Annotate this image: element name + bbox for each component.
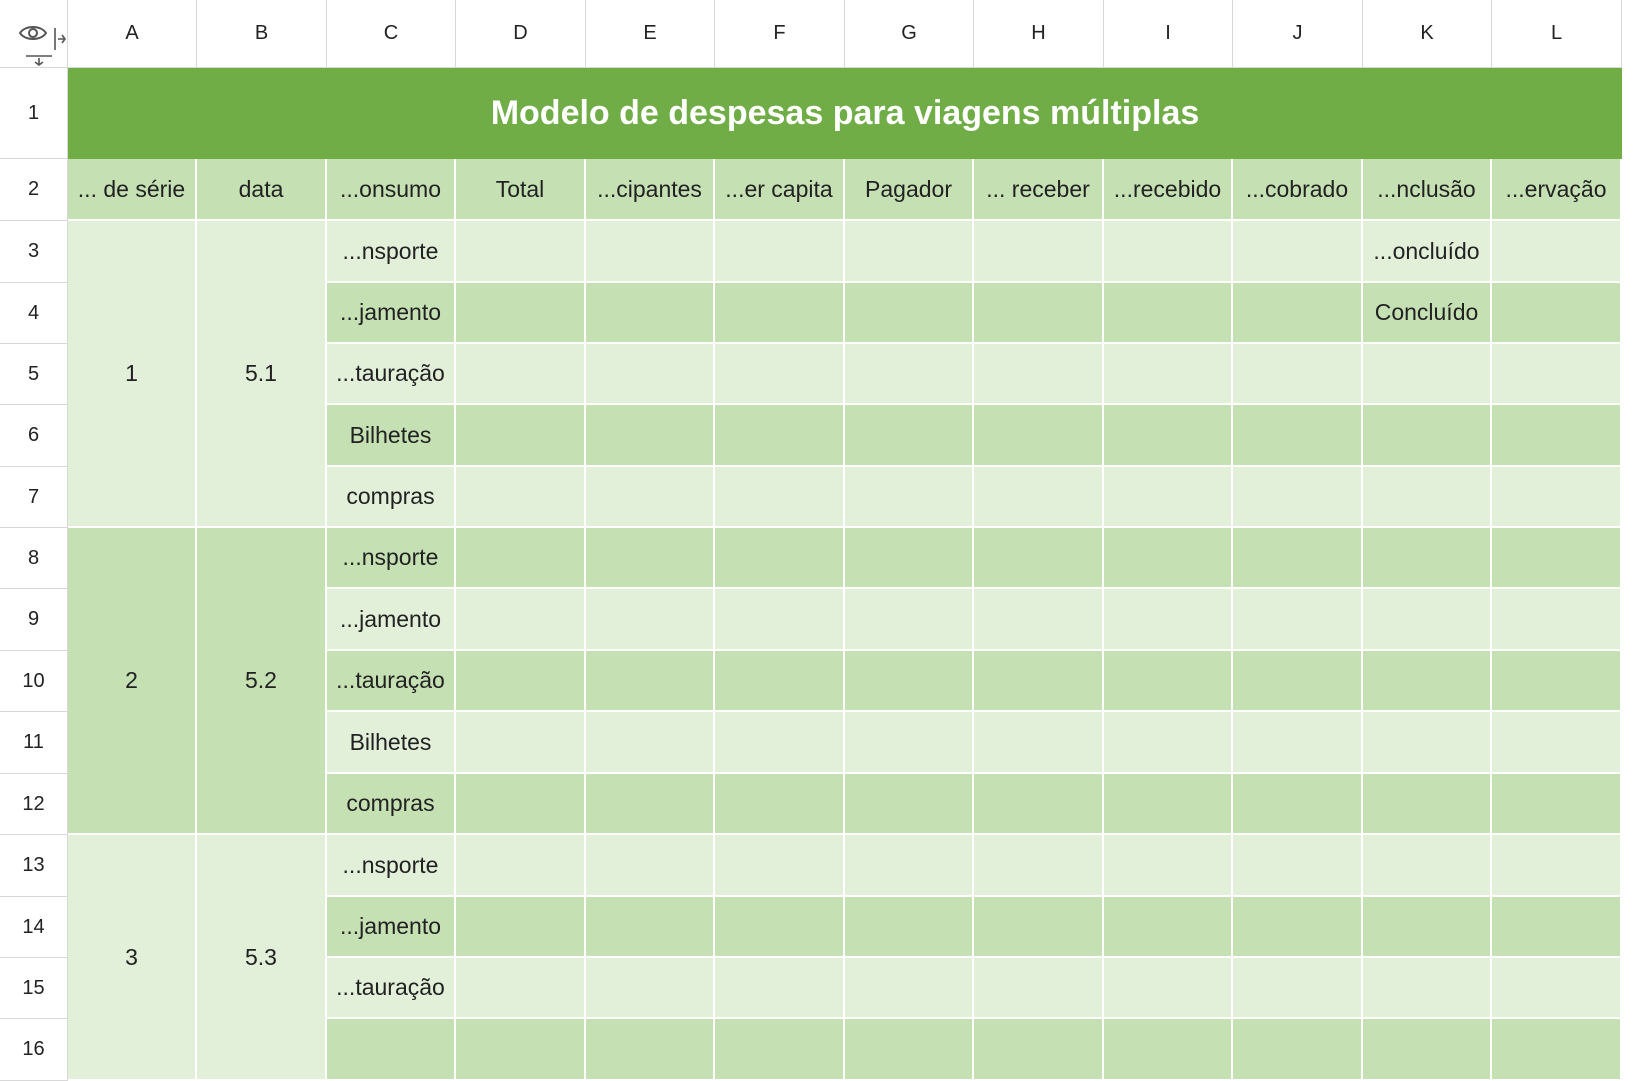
- sheet-corner[interactable]: [0, 0, 68, 68]
- cell[interactable]: [715, 774, 845, 835]
- row-header-6[interactable]: 6: [0, 405, 68, 467]
- column-header-c[interactable]: C: [327, 0, 456, 68]
- cell[interactable]: [456, 528, 586, 589]
- cell[interactable]: [845, 712, 974, 774]
- consumo-cell[interactable]: compras: [327, 467, 456, 528]
- cell[interactable]: [456, 221, 586, 283]
- cell[interactable]: [1233, 897, 1363, 958]
- row-header-9[interactable]: 9: [0, 589, 68, 651]
- cell[interactable]: [1492, 835, 1622, 897]
- cell[interactable]: [1492, 651, 1622, 712]
- row-header-3[interactable]: 3: [0, 221, 68, 283]
- cell[interactable]: [715, 221, 845, 283]
- cell[interactable]: [845, 405, 974, 467]
- consumo-cell[interactable]: ...jamento: [327, 589, 456, 651]
- consumo-cell[interactable]: compras: [327, 774, 456, 835]
- column-label-b[interactable]: data: [197, 159, 327, 221]
- cell[interactable]: [1492, 467, 1622, 528]
- cell[interactable]: [1492, 283, 1622, 344]
- column-header-b[interactable]: B: [197, 0, 327, 68]
- row-header-15[interactable]: 15: [0, 958, 68, 1019]
- column-label-l[interactable]: ...ervação: [1492, 159, 1622, 221]
- consumo-cell[interactable]: ...nsporte: [327, 528, 456, 589]
- cell[interactable]: [715, 467, 845, 528]
- cell[interactable]: [1104, 835, 1233, 897]
- cell[interactable]: [586, 528, 715, 589]
- cell[interactable]: [1363, 1019, 1492, 1081]
- cell[interactable]: [1233, 958, 1363, 1019]
- cell[interactable]: [974, 835, 1104, 897]
- cell[interactable]: [586, 405, 715, 467]
- eye-icon[interactable]: [18, 22, 48, 44]
- consumo-cell[interactable]: Bilhetes: [327, 405, 456, 467]
- row-header-12[interactable]: 12: [0, 774, 68, 835]
- cell[interactable]: [1233, 344, 1363, 405]
- column-header-l[interactable]: L: [1492, 0, 1622, 68]
- cell[interactable]: [1104, 528, 1233, 589]
- column-header-f[interactable]: F: [715, 0, 845, 68]
- cell[interactable]: [1363, 835, 1492, 897]
- cell[interactable]: [1363, 467, 1492, 528]
- serie-cell[interactable]: 1: [68, 221, 197, 528]
- cell[interactable]: [974, 651, 1104, 712]
- cell[interactable]: [1363, 897, 1492, 958]
- column-label-k[interactable]: ...nclusão: [1363, 159, 1492, 221]
- cell[interactable]: [1104, 221, 1233, 283]
- serie-cell[interactable]: 3: [68, 835, 197, 1081]
- consumo-cell[interactable]: ...jamento: [327, 283, 456, 344]
- cell[interactable]: [1492, 589, 1622, 651]
- row-header-14[interactable]: 14: [0, 897, 68, 958]
- column-header-h[interactable]: H: [974, 0, 1104, 68]
- cell[interactable]: [845, 897, 974, 958]
- consumo-cell[interactable]: ...jamento: [327, 897, 456, 958]
- column-label-a[interactable]: ... de série: [68, 159, 197, 221]
- cell[interactable]: [1363, 651, 1492, 712]
- column-label-e[interactable]: ...cipantes: [586, 159, 715, 221]
- cell[interactable]: [715, 958, 845, 1019]
- column-label-h[interactable]: ... receber: [974, 159, 1104, 221]
- cell[interactable]: [845, 651, 974, 712]
- row-header-4[interactable]: 4: [0, 283, 68, 344]
- cell[interactable]: [1233, 651, 1363, 712]
- column-label-i[interactable]: ...recebido: [1104, 159, 1233, 221]
- cell[interactable]: [456, 405, 586, 467]
- cell[interactable]: [456, 344, 586, 405]
- cell[interactable]: [586, 344, 715, 405]
- cell[interactable]: [974, 589, 1104, 651]
- consumo-cell[interactable]: ...nsporte: [327, 221, 456, 283]
- cell[interactable]: [1492, 221, 1622, 283]
- cell[interactable]: [1492, 958, 1622, 1019]
- cell[interactable]: [1363, 958, 1492, 1019]
- cell[interactable]: [974, 897, 1104, 958]
- cell[interactable]: [1363, 774, 1492, 835]
- column-label-c[interactable]: ...onsumo: [327, 159, 456, 221]
- cell[interactable]: [974, 405, 1104, 467]
- cell[interactable]: [974, 1019, 1104, 1081]
- cell[interactable]: [1104, 467, 1233, 528]
- consumo-cell[interactable]: ...tauração: [327, 651, 456, 712]
- row-header-5[interactable]: 5: [0, 344, 68, 405]
- cell[interactable]: [586, 835, 715, 897]
- cell[interactable]: [715, 897, 845, 958]
- cell[interactable]: [715, 712, 845, 774]
- cell[interactable]: [1104, 405, 1233, 467]
- cell[interactable]: [1233, 283, 1363, 344]
- cell[interactable]: [1233, 589, 1363, 651]
- cell[interactable]: [1233, 528, 1363, 589]
- cell[interactable]: [1104, 344, 1233, 405]
- cell[interactable]: [715, 835, 845, 897]
- cell[interactable]: [1233, 467, 1363, 528]
- column-header-k[interactable]: K: [1363, 0, 1492, 68]
- date-cell[interactable]: 5.3: [197, 835, 327, 1081]
- cell[interactable]: [1104, 712, 1233, 774]
- cell[interactable]: [715, 344, 845, 405]
- cell[interactable]: [1492, 1019, 1622, 1081]
- column-header-j[interactable]: J: [1233, 0, 1363, 68]
- cell[interactable]: [456, 283, 586, 344]
- conclusao-cell[interactable]: Concluído: [1363, 283, 1492, 344]
- cell[interactable]: [586, 651, 715, 712]
- row-header-8[interactable]: 8: [0, 528, 68, 589]
- cell[interactable]: [974, 344, 1104, 405]
- cell[interactable]: [1492, 344, 1622, 405]
- cell[interactable]: [456, 1019, 586, 1081]
- column-header-e[interactable]: E: [586, 0, 715, 68]
- cell[interactable]: [715, 1019, 845, 1081]
- row-header-7[interactable]: 7: [0, 467, 68, 528]
- cell[interactable]: [1233, 221, 1363, 283]
- cell[interactable]: [1492, 774, 1622, 835]
- cell[interactable]: [1104, 897, 1233, 958]
- row-header-11[interactable]: 11: [0, 712, 68, 774]
- serie-cell[interactable]: 2: [68, 528, 197, 835]
- cell[interactable]: [845, 221, 974, 283]
- consumo-cell[interactable]: [327, 1019, 456, 1081]
- sheet-title[interactable]: Modelo de despesas para viagens múltiplas: [68, 68, 1622, 159]
- cell[interactable]: [845, 528, 974, 589]
- row-header-1[interactable]: 1: [0, 68, 68, 159]
- column-label-j[interactable]: ...cobrado: [1233, 159, 1363, 221]
- cell[interactable]: [456, 897, 586, 958]
- cell[interactable]: [1104, 283, 1233, 344]
- cell[interactable]: [1233, 712, 1363, 774]
- column-label-g[interactable]: Pagador: [845, 159, 974, 221]
- cell[interactable]: [715, 651, 845, 712]
- cell[interactable]: [1363, 589, 1492, 651]
- row-header-13[interactable]: 13: [0, 835, 68, 897]
- consumo-cell[interactable]: ...tauração: [327, 958, 456, 1019]
- cell[interactable]: [1233, 835, 1363, 897]
- cell[interactable]: [586, 467, 715, 528]
- cell[interactable]: [586, 221, 715, 283]
- date-cell[interactable]: 5.2: [197, 528, 327, 835]
- cell[interactable]: [456, 651, 586, 712]
- cell[interactable]: [586, 283, 715, 344]
- cell[interactable]: [715, 589, 845, 651]
- column-header-d[interactable]: D: [456, 0, 586, 68]
- cell[interactable]: [586, 712, 715, 774]
- cell[interactable]: [715, 405, 845, 467]
- column-header-a[interactable]: A: [68, 0, 197, 68]
- cell[interactable]: [845, 344, 974, 405]
- cell[interactable]: [1492, 897, 1622, 958]
- cell[interactable]: [974, 467, 1104, 528]
- cell[interactable]: [1104, 651, 1233, 712]
- column-label-d[interactable]: Total: [456, 159, 586, 221]
- cell[interactable]: [456, 589, 586, 651]
- cell[interactable]: [715, 528, 845, 589]
- cell[interactable]: [1363, 712, 1492, 774]
- row-header-10[interactable]: 10: [0, 651, 68, 712]
- cell[interactable]: [586, 589, 715, 651]
- row-header-16[interactable]: 16: [0, 1019, 68, 1081]
- cell[interactable]: [1104, 774, 1233, 835]
- cell[interactable]: [974, 958, 1104, 1019]
- cell[interactable]: [845, 774, 974, 835]
- consumo-cell[interactable]: ...tauração: [327, 344, 456, 405]
- column-header-i[interactable]: I: [1104, 0, 1233, 68]
- cell[interactable]: [456, 467, 586, 528]
- row-header-2[interactable]: 2: [0, 159, 68, 221]
- cell[interactable]: [845, 467, 974, 528]
- consumo-cell[interactable]: ...nsporte: [327, 835, 456, 897]
- cell[interactable]: [456, 958, 586, 1019]
- conclusao-cell[interactable]: ...oncluído: [1363, 221, 1492, 283]
- column-label-f[interactable]: ...er capita: [715, 159, 845, 221]
- cell[interactable]: [1363, 344, 1492, 405]
- cell[interactable]: [456, 835, 586, 897]
- cell[interactable]: [845, 1019, 974, 1081]
- cell[interactable]: [586, 958, 715, 1019]
- cell[interactable]: [715, 283, 845, 344]
- cell[interactable]: [845, 283, 974, 344]
- cell[interactable]: [1363, 528, 1492, 589]
- cell[interactable]: [586, 774, 715, 835]
- cell[interactable]: [586, 897, 715, 958]
- cell[interactable]: [1104, 1019, 1233, 1081]
- cell[interactable]: [974, 528, 1104, 589]
- consumo-cell[interactable]: Bilhetes: [327, 712, 456, 774]
- cell[interactable]: [1104, 589, 1233, 651]
- cell[interactable]: [1233, 774, 1363, 835]
- date-cell[interactable]: 5.1: [197, 221, 327, 528]
- cell[interactable]: [974, 283, 1104, 344]
- cell[interactable]: [1233, 405, 1363, 467]
- cell[interactable]: [1492, 712, 1622, 774]
- cell[interactable]: [1363, 405, 1492, 467]
- cell[interactable]: [845, 958, 974, 1019]
- cell[interactable]: [1492, 405, 1622, 467]
- cell[interactable]: [1492, 528, 1622, 589]
- cell[interactable]: [845, 835, 974, 897]
- cell[interactable]: [456, 774, 586, 835]
- cell[interactable]: [974, 774, 1104, 835]
- column-header-g[interactable]: G: [845, 0, 974, 68]
- cell[interactable]: [1233, 1019, 1363, 1081]
- cell[interactable]: [456, 712, 586, 774]
- cell[interactable]: [974, 221, 1104, 283]
- cell[interactable]: [845, 589, 974, 651]
- cell[interactable]: [586, 1019, 715, 1081]
- cell[interactable]: [1104, 958, 1233, 1019]
- cell[interactable]: [974, 712, 1104, 774]
